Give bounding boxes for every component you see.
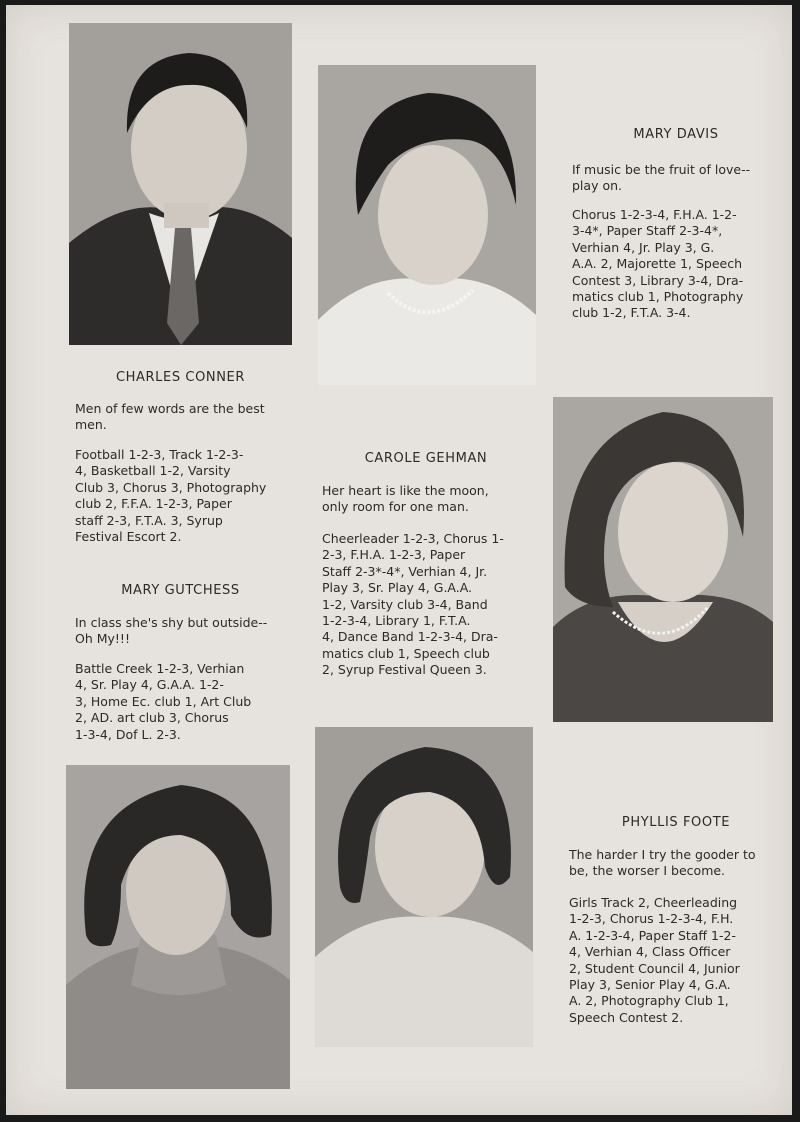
- student-quote-mary-gutchess: In class she's shy but outside-- Oh My!!!: [75, 615, 268, 647]
- yearbook-page: [6, 5, 792, 1115]
- student-name-charles-conner: CHARLES CONNER: [115, 370, 246, 385]
- student-quote-charles-conner: Men of few words are the best men.: [75, 401, 265, 433]
- student-activities-charles-conner: Football 1-2-3, Track 1-2-3- 4, Basketball 1-2, Varsity Club 3, Chorus 3, Photography club 2, F.F.A. 1-2-3, Paper staff 2-3, F.T.A. 3, Syrup Festival Escort 2.: [75, 447, 267, 545]
- student-quote-phyllis-foote: The harder I try the gooder to be, the worser I become.: [569, 847, 756, 879]
- student-name-mary-gutchess: MARY GUTCHESS: [121, 583, 240, 598]
- portrait-phyllis-foote: [553, 397, 773, 722]
- student-name-phyllis-foote: PHYLLIS FOOTE: [621, 815, 731, 830]
- portrait-charles-conner: [69, 23, 292, 345]
- student-name-carole-gehman: CAROLE GEHMAN: [364, 451, 488, 466]
- student-activities-mary-gutchess: Battle Creek 1-2-3, Verhian 4, Sr. Play 4, G.A.A. 1-2- 3, Home Ec. club 1, Art Club 2, AD. art club 3, Chorus 1-3-4, Dof L. 2-3.: [75, 661, 252, 742]
- student-name-mary-davis: MARY DAVIS: [633, 127, 719, 142]
- student-quote-carole-gehman: Her heart is like the moon, only room for one man.: [322, 483, 489, 515]
- student-activities-mary-davis: Chorus 1-2-3-4, F.H.A. 1-2- 3-4*, Paper Staff 2-3-4*, Verhian 4, Jr. Play 3, G. A.A. 2, Majorette 1, Speech Contest 3, Library 3-4, Dra- matics club 1, Photography club 1-2, F.T.A. 3-4.: [572, 207, 744, 321]
- portrait-carole-gehman: [315, 727, 533, 1047]
- student-quote-mary-davis: If music be the fruit of love-- play on.: [572, 162, 751, 194]
- student-activities-carole-gehman: Cheerleader 1-2-3, Chorus 1- 2-3, F.H.A. 1-2-3, Paper Staff 2-3*-4*, Verhian 4, Jr. Play 3, Sr. Play 4, G.A.A. 1-2, Varsity club 3-4, Band 1-2-3-4, Library 1, F.T.A. 4, Dance Band 1-2-3-4, Dra- matics club 1, Speech club 2, Syrup Festival Queen 3.: [322, 531, 504, 678]
- portrait-mary-gutchess: [66, 765, 290, 1089]
- portrait-mary-davis: [318, 65, 536, 385]
- student-activities-phyllis-foote: Girls Track 2, Cheerleading 1-2-3, Chorus 1-2-3-4, F.H. A. 1-2-3-4, Paper Staff 1-2- 4, Verhian 4, Class Officer 2, Student Council 4, Junior Play 3, Senior Play 4, G.A. A. 2, Photography Club 1, Speech Contest 2.: [569, 895, 740, 1025]
